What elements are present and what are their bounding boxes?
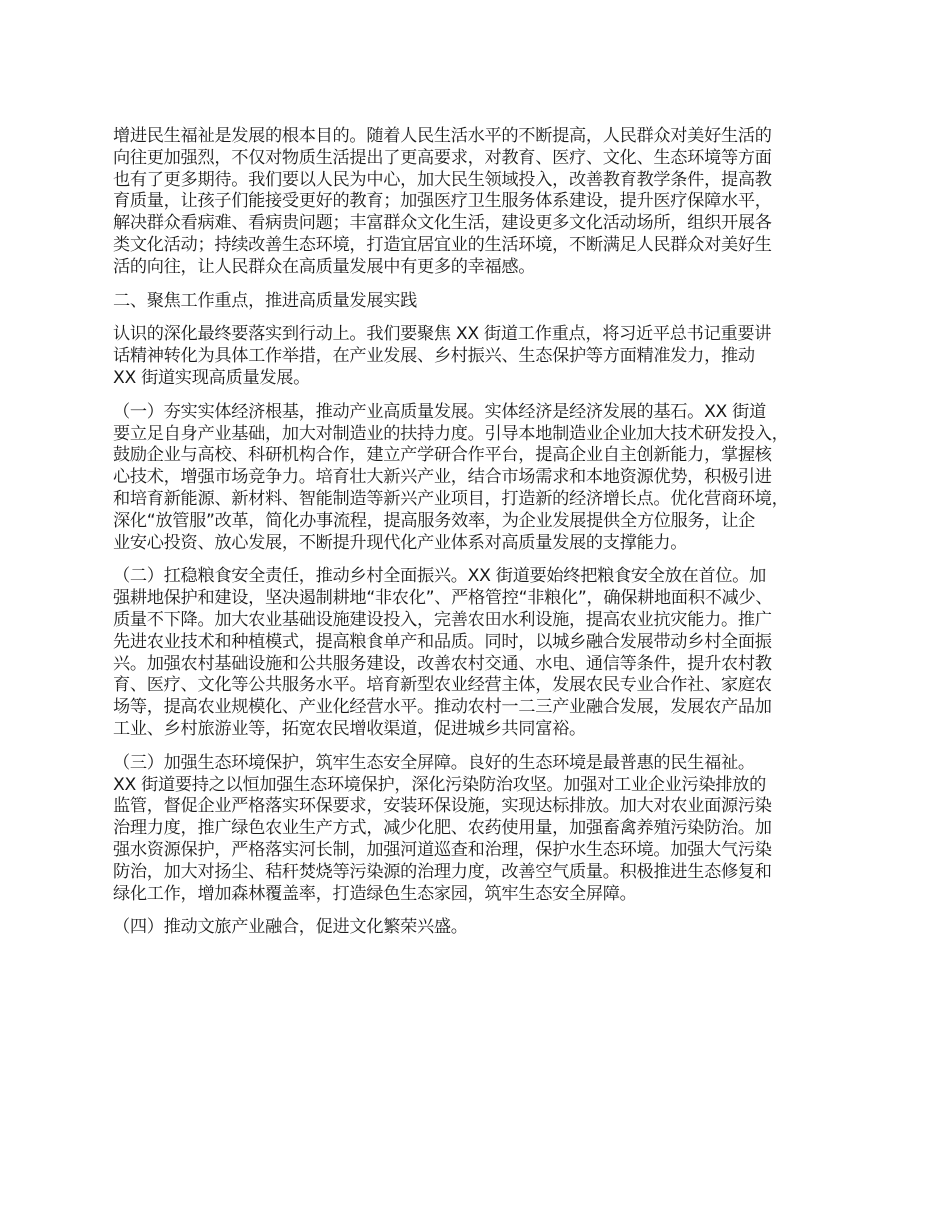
text-line: XX 街道要持之以恒加强生态环境保护，深化污染防治攻坚。加强对工业企业污染排放的 xyxy=(113,774,766,795)
paragraph-culture-tourism xyxy=(113,917,858,939)
paragraph-food-security xyxy=(113,566,858,740)
text-line: 心技术，增强市场竞争力。培育壮大新兴产业，结合市场需求和本地资源优势，积极引进 xyxy=(113,467,772,488)
text-line: 鼓励企业与高校、科研机构合作，建立产学研合作平台，提高企业自主创新能力，掌握核 xyxy=(113,445,772,466)
section-heading-text: 二、聚焦工作重点，推进高质量发展实践 xyxy=(113,290,417,311)
text-line: 强耕地保护和建设，坚决遏制耕地“非农化”、严格管控“非粮化”，确保耕地面积不减少、 xyxy=(113,588,773,609)
text-line: 兴。加强农村基础设施和公共服务建设，改善农村交通、水电、通信等条件，提升农村教 xyxy=(113,653,772,674)
text-line: （一）夯实实体经济根基，推动产业高质量发展。实体经济是经济发展的基石。XX 街道 xyxy=(113,401,766,422)
text-line: 活的向往，让人民群众在高质量发展中有更多的幸福感。 xyxy=(113,256,536,277)
text-line: 质量不下降。加大农业基础设施建设投入，完善农田水利设施，提高农业抗灾能力。推广 xyxy=(113,609,772,630)
text-line: 也有了更多期待。我们要以人民为中心，加大民生领域投入，改善教育教学条件，提高教 xyxy=(113,169,772,190)
text-line: 和培育新能源、新材料、智能制造等新兴产业项目，打造新的经济增长点。优化营商环境， xyxy=(113,488,789,509)
text-line: 要立足自身产业基础，加大对制造业的扶持力度。引导本地制造业企业加大技术研发投入， xyxy=(113,423,789,444)
paragraph-livelihood xyxy=(113,126,858,279)
text-line: 先进农业技术和种植模式，提高粮食单产和品质。同时，以城乡融合发展带动乡村全面振 xyxy=(113,631,772,652)
text-line: 深化“放管服”改革，简化办事流程，提高服务效率，为企业发展提供全方位服务，让企 xyxy=(113,510,756,531)
text-line: 监管，督促企业严格落实环保要求，安装环保设施，实现达标排放。加大对农业面源污染 xyxy=(113,796,772,817)
text-line: 育质量，让孩子们能接受更好的教育；加强医疗卫生服务体系建设，提升医疗保障水平， xyxy=(113,191,772,212)
text-line: 场等，提高农业规模化、产业化经营水平。推动农村一二三产业融合发展，发展农产品加 xyxy=(113,697,772,718)
paragraph-intro xyxy=(113,324,858,389)
text-line: 育、医疗、文化等公共服务水平。培育新型农业经营主体，发展农民专业合作社、家庭农 xyxy=(113,675,772,696)
text-line: 业安心投资、放心发展，不断提升现代化产业体系对高质量发展的支撑能力。 xyxy=(113,532,688,553)
text-line: （三）加强生态环境保护，筑牢生态安全屏障。良好的生态环境是最普惠的民生福祉。 xyxy=(113,752,755,773)
text-line: 认识的深化最终要落实到行动上。我们要聚焦 XX 街道工作重点，将习近平总书记重要讲 xyxy=(113,324,772,345)
text-line: 治理力度，推广绿色农业生产方式，减少化肥、农药使用量，加强畜禽养殖污染防治。加 xyxy=(113,818,772,839)
text-line: （四）推动文旅产业融合，促进文化繁荣兴盛。 xyxy=(113,917,468,938)
text-line: 防治，加大对扬尘、秸秆焚烧等污染源的治理力度，改善空气质量。积极推进生态修复和 xyxy=(113,861,772,882)
text-line: 解决群众看病难、看病贵问题；丰富群众文化生活，建设更多文化活动场所，组织开展各 xyxy=(113,213,772,234)
text-line: （二）扛稳粮食安全责任，推动乡村全面振兴。XX 街道要始终把粮食安全放在首位。加 xyxy=(113,566,766,587)
text-line: 强水资源保护，严格落实河长制，加强河道巡查和治理，保护水生态环境。加强大气污染 xyxy=(113,839,772,860)
text-line: 类文化活动；持续改善生态环境，打造宜居宜业的生活环境，不断满足人民群众对美好生 xyxy=(113,234,772,255)
text-line: XX 街道实现高质量发展。 xyxy=(113,367,310,388)
text-line: 绿化工作，增加森林覆盖率，打造绿色生态家园，筑牢生态安全屏障。 xyxy=(113,883,637,904)
document-body xyxy=(113,126,858,951)
text-line: 增进民生福祉是发展的根本目的。随着人民生活水平的不断提高，人民群众对美好生活的 xyxy=(113,126,772,146)
text-line: 工业、乡村旅游业等，拓宽农民增收渠道，促进城乡共同富裕。 xyxy=(113,718,586,739)
section-heading xyxy=(113,291,858,313)
paragraph-ecology xyxy=(113,753,858,906)
text-line: 话精神转化为具体工作举措，在产业发展、乡村振兴、生态保护等方面精准发力，推动 xyxy=(113,346,755,367)
paragraph-economy xyxy=(113,402,858,555)
text-line: 向往更加强烈，不仅对物质生活提出了更高要求，对教育、医疗、文化、生态环境等方面 xyxy=(113,147,772,168)
